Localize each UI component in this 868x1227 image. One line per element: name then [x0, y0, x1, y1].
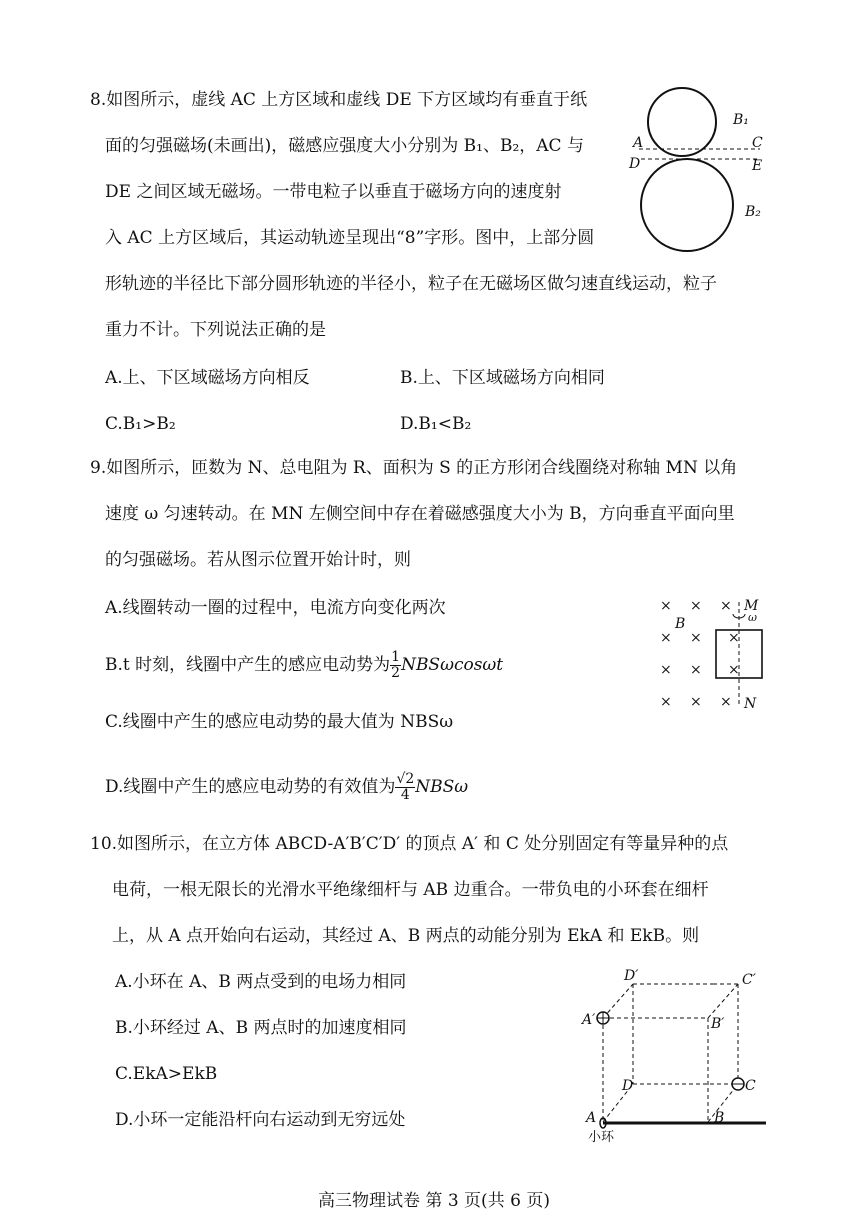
label-a: A [633, 135, 644, 151]
q9-option-b-text: B.t 时刻，线圈中产生的感应电动势为 [105, 655, 391, 675]
label-b: B [714, 1110, 725, 1126]
q10-line: 上，从 A 点开始向右运动，其经过 A、B 两点的动能分别为 EkA 和 EkB。则 [112, 926, 700, 946]
edge-apdp [603, 984, 633, 1018]
edge-bpcp [708, 984, 738, 1018]
fraction-root2-over-4 [395, 772, 415, 803]
q10-line: 10.如图所示，在立方体 ABCD-A′B′C′D′ 的顶点 A′ 和 C 处分别固定有等量异种的点 [90, 834, 729, 854]
label-ring: 小环 [588, 1130, 615, 1145]
q8-line: 面的匀强磁场(未画出)，磁感应强度大小分别为 B₁、B₂，AC 与 [105, 136, 584, 156]
label-ap: A′ [582, 1012, 596, 1028]
fraction-one-half [390, 650, 401, 681]
label-n: N [744, 696, 757, 712]
svg-text:×: × [690, 598, 702, 614]
label-b1: B₁ [733, 112, 749, 128]
svg-text:×: × [720, 694, 732, 710]
label-d: D [629, 156, 641, 172]
q10-figure [578, 966, 768, 1146]
fraction-denominator: 2 [391, 665, 401, 681]
q10-option-c[interactable]: C.EkA>EkB [115, 1064, 218, 1084]
q10-option-a[interactable]: A.小环在 A、B 两点受到的电场力相同 [115, 972, 407, 992]
q8-option-a[interactable]: A.上、下区域磁场方向相反 [105, 368, 310, 388]
svg-text:×: × [660, 694, 672, 710]
q9-option-a[interactable]: A.线圈转动一圈的过程中，电流方向变化两次 [105, 598, 446, 618]
q10-option-b[interactable]: B.小环经过 A、B 两点时的加速度相同 [115, 1018, 407, 1038]
q8-line: 入 AC 上方区域后，其运动轨迹呈现出“8”字形。图中，上部分圆 [105, 228, 595, 248]
svg-text:×: × [728, 630, 740, 646]
q9-line: 的匀强磁场。若从图示位置开始计时，则 [105, 550, 411, 570]
q8-figure [625, 80, 775, 260]
label-bp: B′ [711, 1016, 725, 1032]
q8-option-c[interactable]: C.B₁>B₂ [105, 414, 176, 434]
q8-line: 形轨迹的半径比下部分圆形轨迹的半径小，粒子在无磁场区做匀速直线运动，粒子 [105, 274, 717, 294]
svg-text:×: × [660, 662, 672, 678]
label-d: D [622, 1078, 634, 1094]
magnetic-field-crosses [660, 598, 740, 710]
q10-option-d[interactable]: D.小环一定能沿杆向右运动到无穷远处 [115, 1110, 406, 1130]
q9-option-b[interactable] [105, 650, 503, 681]
svg-text:×: × [690, 694, 702, 710]
q9-line: 速度 ω 匀速转动。在 MN 左侧空间中存在着磁感强度大小为 B，方向垂直平面向里 [105, 504, 735, 524]
label-c: C [745, 1078, 756, 1094]
label-omega: ω [748, 611, 757, 624]
svg-text:×: × [728, 662, 740, 678]
label-c: C [752, 135, 763, 151]
label-a: A [586, 1110, 597, 1126]
svg-text:×: × [660, 598, 672, 614]
q9-figure [650, 592, 780, 722]
q8-option-d[interactable]: D.B₁<B₂ [400, 414, 472, 434]
q8-line: DE 之间区域无磁场。一带电粒子以垂直于磁场方向的速度射 [105, 182, 562, 202]
q10-line: 电荷，一根无限长的光滑水平绝缘细杆与 AB 边重合。一带负电的小环套在细杆 [112, 880, 709, 900]
q8-line: 重力不计。下列说法正确的是 [105, 320, 326, 340]
q8-line: 8.如图所示，虚线 AC 上方区域和虚线 DE 下方区域均有垂直于纸 [90, 90, 588, 110]
label-m: M [744, 598, 759, 614]
label-b2: B₂ [745, 204, 761, 220]
q9-option-d-text: D.线圈中产生的感应电动势的有效值为 [105, 777, 396, 797]
svg-text:×: × [690, 630, 702, 646]
upper-circle-track [648, 88, 716, 156]
label-e: E [752, 158, 763, 174]
svg-text:×: × [720, 598, 732, 614]
label-dp: D′ [624, 968, 639, 984]
fraction-numerator: √2 [396, 771, 415, 787]
fraction-denominator: 4 [400, 787, 410, 803]
q9-option-c[interactable]: C.线圈中产生的感应电动势的最大值为 NBSω [105, 712, 454, 732]
label-b: B [675, 616, 686, 632]
svg-text:×: × [660, 630, 672, 646]
page-footer: 高三物理试卷 第 3 页(共 6 页) [318, 1191, 550, 1211]
q9-line: 9.如图所示，匝数为 N、总电阻为 R、面积为 S 的正方形闭合线圈绕对称轴 MN 以角 [90, 458, 738, 478]
q9-option-d[interactable] [105, 772, 468, 803]
svg-text:×: × [690, 662, 702, 678]
label-cp: C′ [742, 972, 756, 988]
q9-option-b-formula: NBSωcosωt [401, 655, 504, 675]
lower-circle-track [641, 159, 733, 251]
fraction-numerator: 1 [391, 649, 401, 665]
q8-option-b[interactable]: B.上、下区域磁场方向相同 [400, 368, 605, 388]
q9-option-d-formula: NBSω [415, 777, 469, 797]
